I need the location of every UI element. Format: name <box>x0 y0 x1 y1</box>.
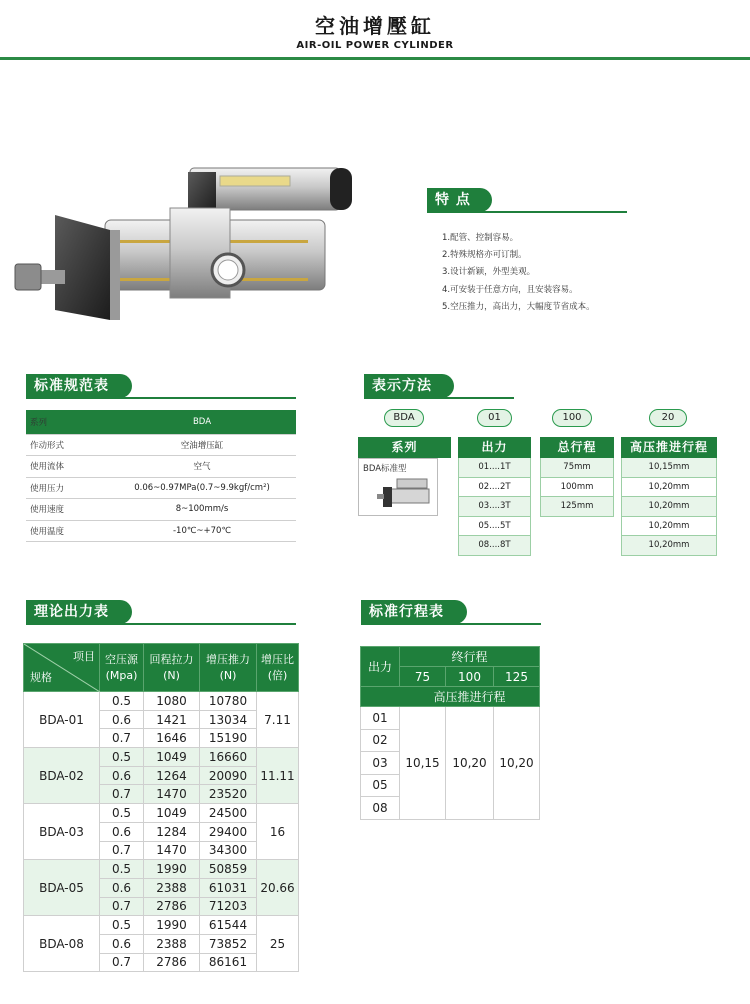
force-pressure: 0.7 <box>100 841 144 860</box>
stroke-option: 125mm <box>540 497 614 517</box>
output-option: 02....2T <box>458 478 531 498</box>
stroke-hp-row <box>361 687 540 707</box>
col-header-line1: 空压源 <box>105 652 138 666</box>
page-title: 空油增壓缸 <box>315 14 435 38</box>
force-pressure: 0.6 <box>100 934 144 953</box>
force-pressure: 0.5 <box>100 916 144 935</box>
notation-head-series: 系列 <box>358 437 451 458</box>
spec-key: 使用速度 <box>26 499 108 521</box>
spec-key: 作动形式 <box>26 434 108 456</box>
output-options <box>458 458 531 556</box>
stroke-table <box>360 646 540 820</box>
stroke-tab <box>361 600 467 624</box>
code-output: 01 <box>477 409 512 427</box>
features-list <box>442 230 595 316</box>
force-ratio: 11.11 <box>257 748 299 804</box>
force-return: 2388 <box>144 934 200 953</box>
force-boost: 29400 <box>200 822 257 841</box>
force-boost: 71203 <box>200 897 257 916</box>
stroke-hp-header: 高压推进行程 <box>400 687 540 707</box>
force-corner-cell <box>24 644 100 692</box>
stroke-output-header: 出力 <box>361 647 400 687</box>
hp-option: 10,20mm <box>621 536 717 556</box>
col-header-line2: (N) <box>163 668 180 682</box>
force-return: 2786 <box>144 953 200 972</box>
force-return: 1049 <box>144 748 200 767</box>
force-header-row <box>24 644 299 692</box>
force-pressure: 0.6 <box>100 878 144 897</box>
force-pressure: 0.5 <box>100 692 144 711</box>
spec-underline <box>26 397 296 399</box>
force-pressure: 0.7 <box>100 953 144 972</box>
col-header-line2: (Mpa) <box>105 668 138 682</box>
notation-head-output: 出力 <box>458 437 531 458</box>
spec-row <box>26 456 296 478</box>
force-boost: 15190 <box>200 729 257 748</box>
output-option: 08....8T <box>458 536 531 556</box>
feature-item: 4.可安装于任意方向，且安装容易。 <box>442 284 578 295</box>
feature-item: 1.配管、控制容易。 <box>442 233 519 243</box>
stroke-value: 10,15 <box>400 707 446 820</box>
output-option: 05....5T <box>458 517 531 537</box>
force-return: 1470 <box>144 841 200 860</box>
force-boost: 24500 <box>200 804 257 823</box>
force-return: 1049 <box>144 804 200 823</box>
stroke-final-header: 终行程 <box>400 647 540 667</box>
force-col-header <box>257 644 299 692</box>
force-underline <box>26 623 296 625</box>
stroke-output: 01 <box>361 707 400 730</box>
col-header-line1: 增压比 <box>261 652 294 666</box>
force-tab <box>26 600 132 624</box>
force-pressure: 0.6 <box>100 766 144 785</box>
spec-header-key: 系列 <box>26 410 108 434</box>
force-boost: 10780 <box>200 692 257 711</box>
stroke-options <box>540 458 614 517</box>
force-ratio: 20.66 <box>257 860 299 916</box>
code-stroke: 100 <box>552 409 592 427</box>
page-subtitle: AIR-OIL POWER CYLINDER <box>296 40 454 51</box>
stroke-output: 08 <box>361 797 400 820</box>
stroke-header-row <box>361 647 540 667</box>
series-thumbnail <box>377 477 433 511</box>
hp-options <box>621 458 717 556</box>
feature-item: 5.空压推力，高出力，大幅度节省成本。 <box>442 301 595 312</box>
force-row <box>24 748 299 767</box>
hp-option: 10,20mm <box>621 478 717 498</box>
stroke-output: 05 <box>361 774 400 797</box>
title-divider <box>0 57 750 60</box>
series-example <box>358 458 438 516</box>
stroke-col: 75 <box>400 667 446 687</box>
spec-header-value: BDA <box>108 410 296 434</box>
stroke-col: 125 <box>494 667 540 687</box>
notation-underline <box>364 397 514 399</box>
force-pressure: 0.5 <box>100 860 144 879</box>
output-option: 03....3T <box>458 497 531 517</box>
force-pressure: 0.6 <box>100 822 144 841</box>
notation-head-stroke: 总行程 <box>540 437 614 458</box>
force-return: 1421 <box>144 710 200 729</box>
force-boost: 61031 <box>200 878 257 897</box>
features-underline <box>427 211 627 213</box>
spec-key: 使用流体 <box>26 456 108 478</box>
stroke-row <box>361 707 540 730</box>
force-boost: 86161 <box>200 953 257 972</box>
spec-title: 标准规范表 <box>34 378 109 394</box>
code-hp-stroke: 20 <box>649 409 687 427</box>
stroke-value: 10,20 <box>494 707 540 820</box>
force-return: 2786 <box>144 897 200 916</box>
col-header-line2: (倍) <box>267 668 288 682</box>
col-header-line1: 回程拉力 <box>149 652 194 666</box>
spec-key: 使用温度 <box>26 520 108 542</box>
force-boost: 13034 <box>200 710 257 729</box>
stroke-option: 100mm <box>540 478 614 498</box>
code-series: BDA <box>384 409 424 427</box>
force-title: 理论出力表 <box>34 604 109 620</box>
force-col-header <box>100 644 144 692</box>
notation-title: 表示方法 <box>372 378 432 394</box>
force-ratio: 16 <box>257 804 299 860</box>
stroke-option: 75mm <box>540 458 614 478</box>
stroke-title: 标准行程表 <box>369 604 444 620</box>
col-header-line2: (N) <box>219 668 237 682</box>
force-row <box>24 692 299 711</box>
stroke-value: 10,20 <box>446 707 494 820</box>
spec-row <box>26 520 296 542</box>
force-model: BDA-02 <box>24 748 100 804</box>
spec-value: 8~100mm/s <box>108 499 296 521</box>
feature-item: 2.特殊规格亦可订制。 <box>442 250 527 261</box>
spec-row <box>26 434 296 456</box>
feature-item: 3.设计新颖，外型美观。 <box>442 267 536 278</box>
force-boost: 16660 <box>200 748 257 767</box>
force-ratio: 25 <box>257 916 299 972</box>
corner-top-label: 项目 <box>73 650 95 663</box>
spec-value: 空气 <box>108 456 296 478</box>
force-return: 1284 <box>144 822 200 841</box>
force-model: BDA-01 <box>24 692 100 748</box>
spec-tab <box>26 374 132 398</box>
product-image <box>10 160 370 360</box>
force-pressure: 0.6 <box>100 710 144 729</box>
force-model: BDA-03 <box>24 804 100 860</box>
force-model: BDA-05 <box>24 860 100 916</box>
stroke-underline <box>361 623 541 625</box>
force-pressure: 0.7 <box>100 897 144 916</box>
force-pressure: 0.7 <box>100 729 144 748</box>
hp-option: 10,20mm <box>621 517 717 537</box>
features-title: 特 点 <box>435 192 471 208</box>
force-boost: 61544 <box>200 916 257 935</box>
force-boost: 23520 <box>200 785 257 804</box>
force-pressure: 0.5 <box>100 804 144 823</box>
stroke-blank-cell <box>361 687 400 707</box>
spec-value: 空油增压缸 <box>108 434 296 456</box>
force-model: BDA-08 <box>24 916 100 972</box>
spec-table <box>26 410 296 542</box>
notation-tab <box>364 374 454 398</box>
force-pressure: 0.7 <box>100 785 144 804</box>
force-boost: 50859 <box>200 860 257 879</box>
force-return: 2388 <box>144 878 200 897</box>
force-return: 1264 <box>144 766 200 785</box>
spec-value: 0.06~0.97MPa(0.7~9.9kgf/cm²) <box>108 477 296 499</box>
force-col-header <box>200 644 257 692</box>
force-return: 1990 <box>144 916 200 935</box>
stroke-output: 02 <box>361 729 400 752</box>
force-row <box>24 860 299 879</box>
hp-option: 10,20mm <box>621 497 717 517</box>
spec-row <box>26 477 296 499</box>
force-boost: 20090 <box>200 766 257 785</box>
force-return: 1470 <box>144 785 200 804</box>
spec-row <box>26 499 296 521</box>
force-col-header <box>144 644 200 692</box>
series-label: BDA标准型 <box>363 464 407 474</box>
force-row <box>24 916 299 935</box>
force-return: 1080 <box>144 692 200 711</box>
spec-key: 使用压力 <box>26 477 108 499</box>
stroke-col: 100 <box>446 667 494 687</box>
force-ratio: 7.11 <box>257 692 299 748</box>
stroke-output: 03 <box>361 752 400 775</box>
corner-bottom-label: 规格 <box>30 671 52 684</box>
features-tab <box>427 188 492 212</box>
force-return: 1646 <box>144 729 200 748</box>
notation-head-hp: 高压推进行程 <box>621 437 717 458</box>
output-option: 01....1T <box>458 458 531 478</box>
spec-value: -10℃~+70℃ <box>108 520 296 542</box>
force-row <box>24 804 299 823</box>
force-boost: 73852 <box>200 934 257 953</box>
spec-header-row <box>26 410 296 434</box>
force-pressure: 0.5 <box>100 748 144 767</box>
hp-option: 10,15mm <box>621 458 717 478</box>
force-boost: 34300 <box>200 841 257 860</box>
force-return: 1990 <box>144 860 200 879</box>
force-table <box>23 643 299 972</box>
col-header-line1: 增压推力 <box>206 652 250 666</box>
